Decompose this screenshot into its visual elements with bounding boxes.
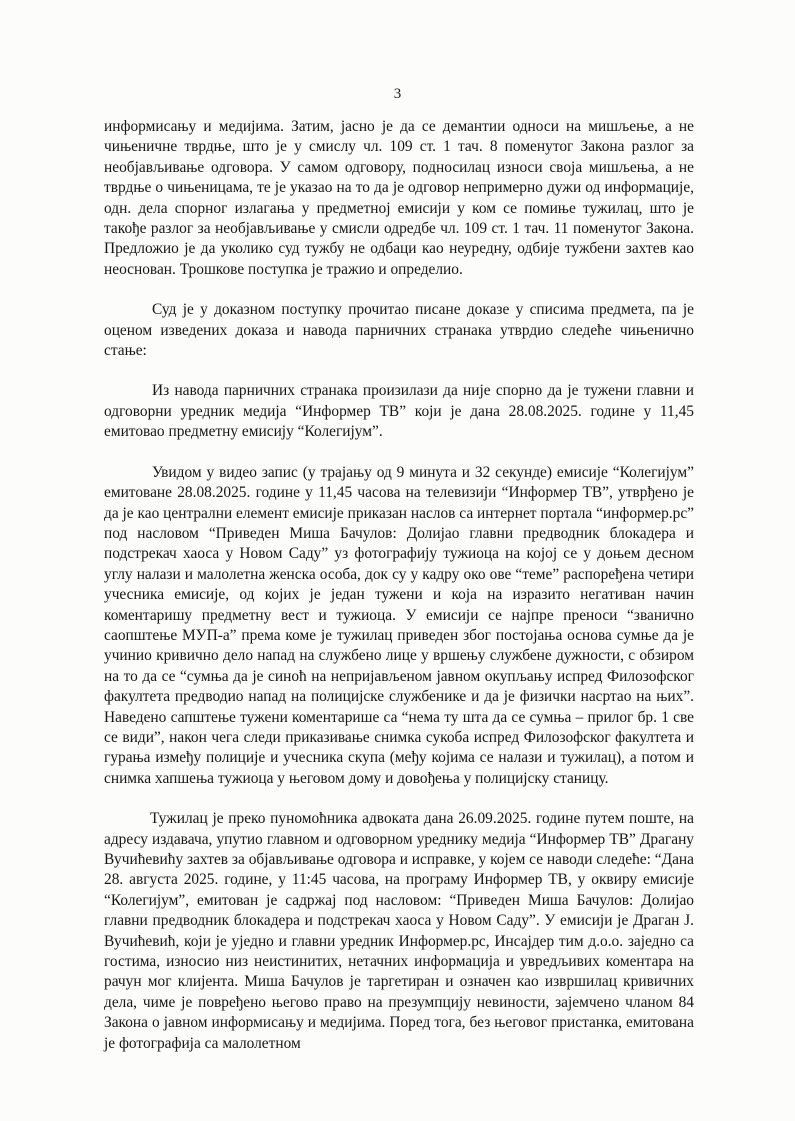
page-number: 3 — [393, 86, 402, 102]
paragraph-undisputed-facts: Из навода парничних странака произилази да није спорно да је тужени главни и одговорни уредник медија “Информер ТВ” који је дана 28.08.2025. године у 11,45 емитовао предметну емисију “Колегијум”. — [104, 382, 694, 441]
document-body — [104, 117, 694, 1054]
paragraph-court-evidence: Суд је у доказном поступку прочитао писане доказе у списима предмета, па је оценом изведених доказа и навода парничних странака утврдио следеће чињенично стање: — [104, 301, 694, 360]
paragraph-response-grounds: информисању и медијима. Затим, јасно је да се демантии односи на мишљење, а не чињеничне тврдње, што је у смислу чл. 109 ст. 1 тач. 8 поменутог Закона разлог за необјављивање одговора. У самом одговору, подносилац износи своја мишљења, а не тврдње о чињеницама, те је указао на то да је одговор непримерно дужи од информације, одн. дела спорног излагања у предметној емисији у ком се помиње тужилац, што је такође разлог за необјављивање у смисли одредбе чл. 109 ст. 1 тач. 11 поменутог Закона. Предложио је да уколико суд тужбу не одбаци као неуредну, одбије тужбени захтев као неоснован. Трошкове поступка је тражио и определио. — [104, 118, 694, 278]
paragraph-video-inspection: Увидом у видео запис (у трајању од 9 минута и 32 секунде) емисије “Колегијум” емитоване 28.08.2025. године у 11,45 часова на телевизији “Информер ТВ”, утврђено је да је као централни елемент емисије приказан наслов са интернет портала “информер.рс” под насловом “Приведен Миша Бачулов: Долијао главни предводник блокадера и подстрекач хаоса у Новом Саду” уз фотографију тужиоца на којој се у доњем десном углу налази и малолетна женска особа, док су у кадру око ове “теме” распоређена четири учесника емисије, од којих је један тужени и која на изразито негативан начин коментаришу предметну вест и тужиоца. У емисији се најпре преноси “званично саопштење МУП-а” према коме је тужилац приведен због постојања основа сумње да је учинио кривично дело напад на службено лице у вршењу службене дужности, с обзиром на то да се “сумња да је синоћ на непријављеном јавном окупљању испред Филозофског факултета предводио напад на полицијске службенике и да је физички насртао на њих”. Наведено сапштење тужени коментарише са “нема ту шта да се сумња – прилог бр. 1 све се види”, након чега следи приказивање снимка сукоба испред Филозофског факултета и гурања између полиције и учесника скупа (међу којима се налази и тужилац), а потом и снимка хапшења тужиоца у његовом дому и довођења у полицијску станицу. — [104, 463, 694, 787]
paragraph-response-request: Тужилац је преко пуномоћника адвоката дана 26.09.2025. године путем поште, на адресу издавача, упутио главном и одговорном уреднику медија “Информер ТВ” Драгану Вучићевићу захтев за објављивање одговора и исправке, у којем се наводи следеће: “Дана 28. августа 2025. године, у 11:45 часова, на програму Информер ТВ, у оквиру емисије “Колегијум”, емитован је садржај под насловом: “Приведен Миша Бачулов: Долијао главни предводник блокадера и подстрекач хаоса у Новом Саду”. У емисији је Драган Ј. Вучићевић, који је уједно и главни уредник Информер.рс, Инсајдер тим д.о.о. заједно са гостима, износио низ неистинитих, нетачних информација и увредљивих коментара на рачун мог клијента. Миша Бачулов је таргетиран и означен као извршилац кривичних дела, чиме је повређено његово право на презумпцију невиности, зајемчено чланом 84 Закона о јавном информисању и медијима. Поред тога, без његовог пристанка, емитована је фотографија са малолетном — [104, 810, 694, 1052]
